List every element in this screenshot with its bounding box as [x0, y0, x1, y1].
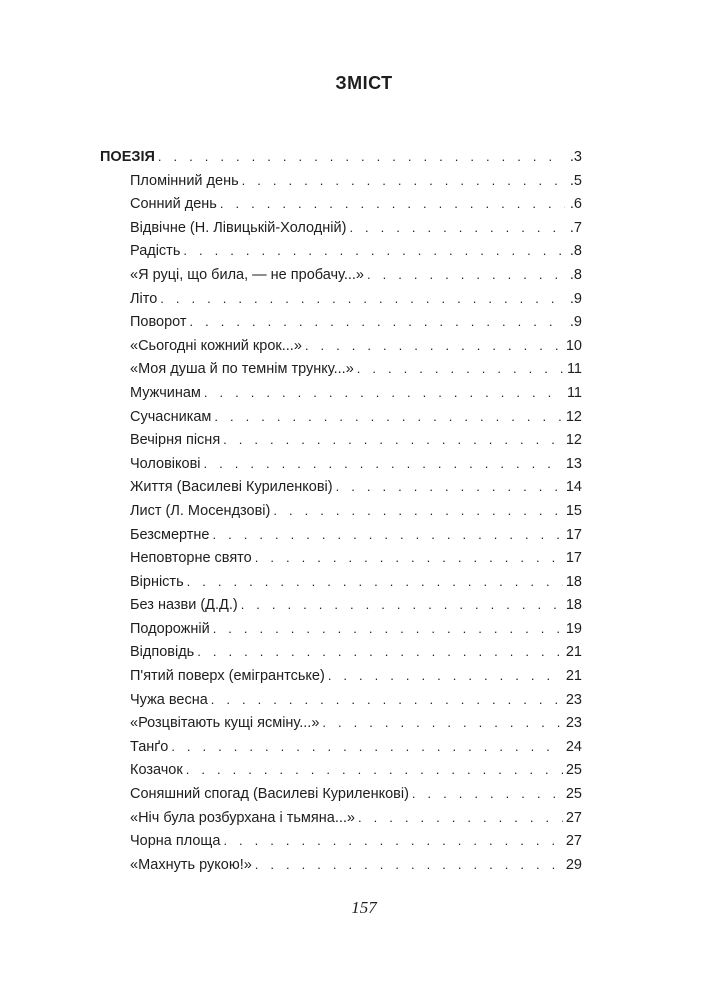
toc-entry [100, 499, 582, 523]
toc-entry-page: 21 [565, 644, 582, 661]
dot-leader [187, 570, 563, 594]
toc-entry [100, 357, 582, 381]
toc-entry [100, 428, 582, 452]
dot-leader [358, 806, 563, 830]
toc-entry-page: .7 [569, 219, 582, 236]
toc-entry [100, 263, 582, 287]
toc-entry-title: Чужа весна [130, 691, 208, 708]
dot-leader [214, 405, 562, 429]
toc-entry-page: 11 [566, 384, 582, 401]
dot-leader [328, 664, 563, 688]
toc-entry-title: Безсмертне [130, 526, 210, 543]
toc-entry [100, 782, 582, 806]
toc-entry-page: .9 [569, 290, 582, 307]
table-of-contents [100, 145, 582, 876]
toc-entry-page: 23 [565, 691, 582, 708]
toc-entry-page: 12 [565, 432, 582, 449]
dot-leader [211, 688, 563, 712]
dot-leader [186, 758, 563, 782]
toc-entry [100, 570, 582, 594]
toc-entry [100, 216, 582, 240]
toc-entry [100, 239, 582, 263]
toc-entry-title: Танґо [130, 738, 169, 755]
toc-entry-title: Соняшний спогад (Василеві Куриленкові) [130, 786, 409, 803]
toc-entry-title: Радість [130, 243, 181, 260]
toc-entry-page: 10 [565, 337, 582, 354]
toc-entry [100, 334, 582, 358]
toc-entry-title: Без назви (Д.Д.) [130, 597, 238, 614]
toc-entry [100, 640, 582, 664]
toc-entry-page: 27 [565, 833, 582, 850]
toc-entry [100, 617, 582, 641]
dot-leader [197, 640, 563, 664]
dot-leader [305, 334, 563, 358]
dot-leader [367, 263, 565, 287]
toc-entry [100, 735, 582, 759]
dot-leader [255, 546, 563, 570]
toc-entry-page: 21 [565, 668, 582, 685]
toc-entry-page: 18 [565, 597, 582, 614]
dot-leader [213, 523, 563, 547]
dot-leader [412, 782, 563, 806]
dot-leader [357, 357, 564, 381]
dot-leader [241, 593, 563, 617]
toc-entry-title: Відповідь [130, 644, 195, 661]
toc-entry-title: Пломінний день [130, 172, 239, 189]
toc-entry-title: Чоловікові [130, 455, 201, 472]
toc-entry-title: Мужчинам [130, 384, 201, 401]
toc-entry-page: 25 [565, 786, 582, 803]
toc-entry-page: 18 [565, 573, 582, 590]
toc-entry-title: «Махнуть рукою!» [130, 856, 252, 873]
dot-leader [336, 475, 563, 499]
dot-leader [213, 617, 563, 641]
toc-entry-page: 12 [565, 408, 582, 425]
dot-leader [160, 287, 565, 311]
toc-entry-page: 24 [565, 738, 582, 755]
page-number: 157 [351, 898, 377, 917]
toc-entry-page: .8 [569, 266, 582, 283]
toc-entry [100, 475, 582, 499]
toc-entry-page: 17 [565, 550, 582, 567]
toc-entry-page: .9 [569, 314, 582, 331]
toc-entry [100, 688, 582, 712]
toc-entry [100, 381, 582, 405]
toc-entry [100, 758, 582, 782]
dot-leader [349, 216, 565, 240]
toc-entry-page: .5 [569, 172, 582, 189]
dot-leader [255, 853, 563, 877]
dot-leader [220, 192, 565, 216]
toc-entry-page: 25 [565, 762, 582, 779]
dot-leader [190, 310, 565, 334]
toc-entry-title: Неповторне свято [130, 550, 252, 567]
toc-entry-title: Лист (Л. Мосендзові) [130, 502, 271, 519]
dot-leader [171, 735, 563, 759]
toc-entry [100, 169, 582, 193]
toc-entry-title: Сучасникам [130, 408, 212, 425]
toc-entry-page: .6 [569, 196, 582, 213]
dot-leader [242, 169, 565, 193]
toc-entry [100, 829, 582, 853]
toc-entry-title: Подорожній [130, 620, 210, 637]
toc-entry [100, 711, 582, 735]
dot-leader [273, 499, 563, 523]
toc-entry [100, 853, 582, 877]
toc-entry-title: Відвічне (Н. Лівицькій-Холодній) [130, 219, 347, 236]
toc-entry [100, 523, 582, 547]
dot-leader [223, 829, 562, 853]
toc-entry-title: «Сьогодні кожний крок...» [130, 337, 302, 354]
dot-leader [322, 711, 562, 735]
page-title: ЗМІСТ [335, 73, 393, 93]
dot-leader [158, 145, 565, 169]
toc-entry-page: 19 [565, 620, 582, 637]
toc-entry [100, 287, 582, 311]
toc-entry-page: .8 [569, 243, 582, 260]
toc-entry [100, 405, 582, 429]
toc-entry-title: П'ятий поверх (емігрантське) [130, 668, 325, 685]
dot-leader [204, 452, 563, 476]
toc-entry [100, 452, 582, 476]
toc-entry [100, 192, 582, 216]
toc-entry [100, 806, 582, 830]
toc-entry-page: 23 [565, 715, 582, 732]
toc-entry-title: Чорна площа [130, 833, 221, 850]
toc-entry-title: Вірність [130, 573, 184, 590]
toc-section-label: ПОЕЗІЯ [100, 149, 155, 165]
toc-entry-title: «Я руці, що била, — не пробачу...» [130, 266, 364, 283]
toc-entry-title: Сонний день [130, 196, 217, 213]
toc-entry-page: 11 [566, 361, 582, 378]
toc-entry-page: 29 [565, 856, 582, 873]
toc-section-poetry [100, 145, 582, 169]
toc-entry-page: 27 [565, 809, 582, 826]
toc-entry-page: 14 [565, 479, 582, 496]
toc-entry-page: 13 [565, 455, 582, 472]
toc-section-page: .3 [569, 149, 582, 165]
toc-entry-title: Поворот [130, 314, 187, 331]
toc-entry [100, 310, 582, 334]
toc-entry [100, 664, 582, 688]
dot-leader [223, 428, 563, 452]
toc-entry-page: 17 [565, 526, 582, 543]
dot-leader [183, 239, 565, 263]
toc-entry-page: 15 [565, 502, 582, 519]
toc-entry-title: «Розцвітають кущі ясміну...» [130, 715, 320, 732]
toc-entry-title: Літо [130, 290, 158, 307]
toc-entry-title: Козачок [130, 762, 183, 779]
dot-leader [204, 381, 564, 405]
toc-entry [100, 593, 582, 617]
toc-entry-title: Життя (Василеві Куриленкові) [130, 479, 333, 496]
toc-entry-title: «Ніч була розбурхана і тьмяна...» [130, 809, 355, 826]
toc-entry-title: Вечірня пісня [130, 432, 221, 449]
toc-entry [100, 546, 582, 570]
toc-entry-title: «Моя душа й по темнім трунку...» [130, 361, 354, 378]
